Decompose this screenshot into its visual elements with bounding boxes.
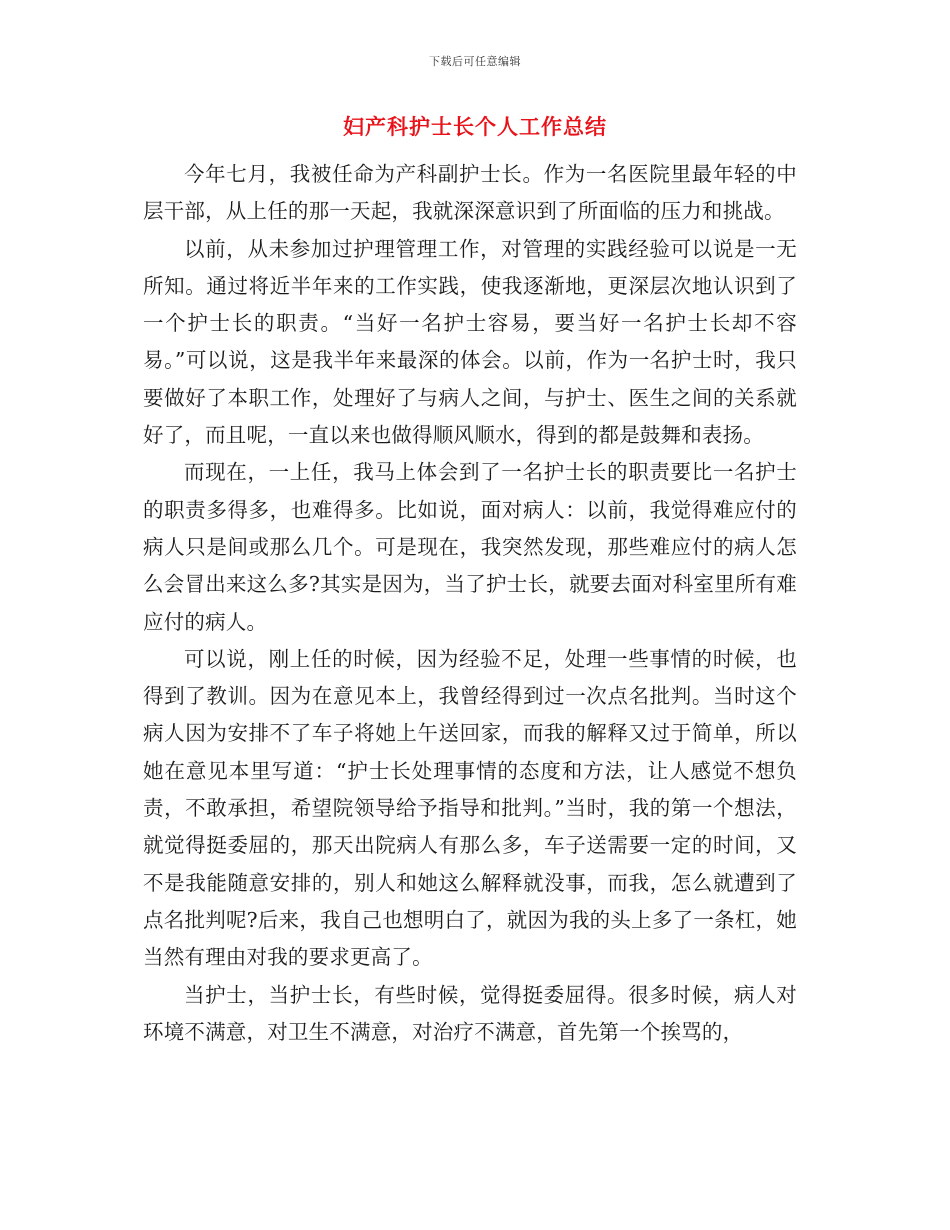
document-title: 妇产科护士长个人工作总结 [343, 114, 607, 139]
document-body [143, 156, 797, 1051]
paragraph-5: 当护士，当护士长，有些时候，觉得挺委屈得。很多时候，病人对环境不满意，对卫生不满意，对治疗不满意，首先第一个挨骂的， [143, 982, 797, 1044]
paragraph-1: 今年七月，我被任命为产科副护士长。作为一名医院里最年轻的中层干部，从上任的那一天起，我就深深意识到了所面临的压力和挑战。 [143, 162, 797, 224]
header-note: 下载后可任意编辑 [429, 55, 521, 68]
paragraph-3: 而现在，一上任，我马上体会到了一名护士长的职责要比一名护士的职责多得多，也难得多。比如说，面对病人：以前，我觉得难应付的病人只是间或那么几个。可是现在，我突然发现，那些难应付的病人怎么会冒出来这么多?其实是因为，当了护士长，就要去面对科室里所有难应付的病人。 [143, 460, 797, 634]
paragraph-2: 以前，从未参加过护理管理工作，对管理的实践经验可以说是一无所知。通过将近半年来的工作实践，使我逐渐地，更深层次地认识到了一个护士长的职责。“当好一名护士容易，要当好一名护士长却不容易。”可以说，这是我半年来最深的体会。以前，作为一名护士时，我只要做好了本职工作，处理好了与病人之间，与护士、医生之间的关系就好了，而且呢，一直以来也做得顺风顺水，得到的都是鼓舞和表扬。 [143, 236, 797, 448]
paragraph-4: 可以说，刚上任的时候，因为经验不足，处理一些事情的时候，也得到了教训。因为在意见本上，我曾经得到过一次点名批判。当时这个病人因为安排不了车子将她上午送回家，而我的解释又过于简单，所以她在意见本里写道：“护士长处理事情的态度和方法，让人感觉不想负责，不敢承担，希望院领导给予指导和批判。”当时，我的第一个想法，就觉得挺委屈的，那天出院病人有那么多，车子送需要一定的时间，又不是我能随意安排的，别人和她这么解释就没事，而我，怎么就遭到了点名批判呢?后来，我自己也想明白了，就因为我的头上多了一条杠，她当然有理由对我的要求更高了。 [143, 646, 797, 970]
